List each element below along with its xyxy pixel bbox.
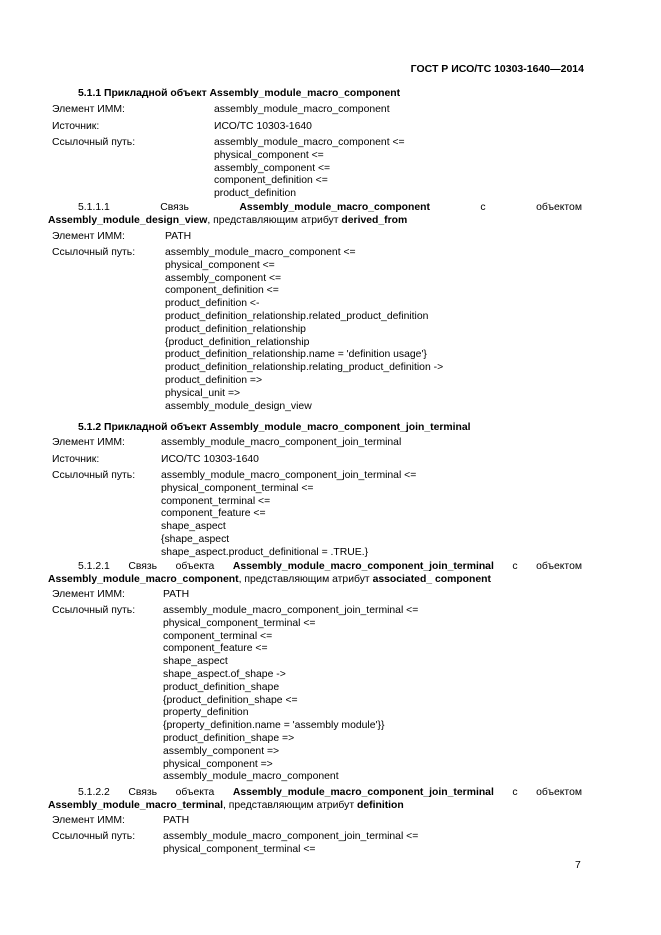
title-entity: Assembly_module_macro_component [239,202,430,213]
ref-line: component_terminal <= [161,495,271,507]
ref-line: assembly_module_macro_component_join_terminal <= [161,470,417,481]
title-target-entity: Assembly_module_macro_component [48,574,239,585]
subsection-5-1-2-1-title [48,561,582,587]
ref-line: product_definition_shape [163,681,280,693]
ref-line: physical_unit => [165,387,241,399]
ref-line: assembly_component => [163,745,280,757]
imm-value: PATH [163,589,190,600]
title-attribute: definition [357,800,404,811]
ref-line: product_definition [214,188,297,200]
imm-value: assembly_module_macro_component [214,104,390,115]
ref-line: product_definition <- [165,298,260,310]
ref-line: shape_aspect.product_definitional = .TRUE.} [161,546,369,558]
ref-path-label: Ссылочный путь: [52,247,136,258]
title-word: Связь [160,202,189,213]
imm-value: PATH [165,231,192,242]
ref-line: product_definition_relationship.name = 'definition usage'} [165,349,427,361]
page-header: ГОСТ Р ИСО/ТС 10303-1640—2014 [410,63,584,75]
ref-line: product_definition_relationship.relating_product_definition -> [165,362,444,374]
ref-line: assembly_module_macro_component_join_terminal <= [163,831,419,842]
title-word: Связь [128,787,158,798]
ref-path-lines [165,247,443,413]
ref-line: physical_component <= [165,259,275,271]
ref-path-label: Ссылочный путь: [52,137,136,148]
page-number: 7 [575,860,581,871]
ref-path-label: Ссылочный путь: [52,470,136,481]
imm-value: assembly_module_macro_component_join_terminal [161,437,402,448]
title-word: объектом [536,202,582,213]
subsection-number: 5.1.1.1 [78,202,110,213]
source-value: ИСО/ТС 10303-1640 [161,454,259,465]
imm-label: Элемент ИММ: [52,437,125,448]
ref-line: physical_component_terminal <= [163,617,316,629]
ref-path-lines [161,470,416,560]
source-label: Источник: [52,121,100,132]
ref-line: component_feature <= [163,643,268,655]
title-word: объектом [536,561,582,572]
subsection-5-1-1-1-title [48,202,582,228]
ref-line: assembly_module_macro_component <= [165,247,356,258]
subsection-number: 5.1.2.2 [78,787,110,798]
imm-label: Элемент ИММ: [52,815,125,826]
ref-line: product_definition => [165,374,263,386]
ref-path-lines [163,831,418,857]
ref-line: physical_component => [163,758,273,770]
ref-line: component_feature <= [161,508,266,520]
ref-line: product_definition_relationship [165,323,306,335]
ref-line: {product_definition_shape <= [163,694,298,706]
title-word: с [480,202,486,213]
ref-line: product_definition_relationship.related_product_definition [165,310,429,322]
title-entity: Assembly_module_macro_component_join_terminal [232,561,494,572]
title-text: , представляющим атрибут [207,215,342,226]
section-heading-5-1-1: 5.1.1 Прикладной объект Assembly_module_macro_component [78,88,401,99]
title-attribute: derived_from [341,215,408,226]
title-entity: Assembly_module_macro_component_join_terminal [232,787,494,798]
title-word: с [512,561,518,572]
ref-path-lines [163,605,418,784]
ref-line: assembly_component <= [165,272,282,284]
ref-line: assembly_module_macro_component <= [214,137,405,148]
ref-path-label: Ссылочный путь: [52,831,136,842]
title-word: объекта [175,561,215,572]
ref-line: shape_aspect.of_shape -> [163,668,286,680]
title-target-entity: Assembly_module_design_view [48,215,208,226]
ref-line: component_definition <= [214,175,328,187]
source-label: Источник: [52,454,100,465]
ref-line: physical_component <= [214,149,324,161]
ref-line: assembly_component <= [214,162,331,174]
ref-line: component_terminal <= [163,630,273,642]
title-target-entity: Assembly_module_macro_terminal [48,800,223,811]
imm-value: PATH [163,815,190,826]
ref-line: component_definition <= [165,285,279,297]
title-word: объекта [175,787,215,798]
ref-line: physical_component_terminal <= [163,843,316,855]
ref-line: physical_component_terminal <= [161,482,314,494]
ref-line: assembly_module_macro_component [163,771,339,783]
subsection-number: 5.1.2.1 [78,561,110,572]
title-word: объектом [536,787,582,798]
title-text: , представляющим атрибут [222,800,357,811]
ref-line: product_definition_shape => [163,732,295,744]
ref-line: shape_aspect [161,521,226,533]
source-value: ИСО/ТС 10303-1640 [214,121,312,132]
ref-line: {shape_aspect [161,533,230,545]
title-word: с [512,787,518,798]
ref-line: assembly_module_macro_component_join_terminal <= [163,605,419,616]
ref-line: assembly_module_design_view [165,400,312,412]
section-heading-5-1-2: 5.1.2 Прикладной объект Assembly_module_macro_component_join_terminal [78,422,471,433]
title-text: , представляющим атрибут [238,574,373,585]
imm-label: Элемент ИММ: [52,589,125,600]
subsection-5-1-2-2-title [48,787,582,813]
ref-path-label: Ссылочный путь: [52,605,136,616]
ref-line: property_definition [163,707,249,719]
ref-line: shape_aspect [163,656,228,668]
title-word: Связь [128,561,158,572]
ref-line: {product_definition_relationship [165,336,310,348]
imm-label: Элемент ИММ: [52,104,125,115]
ref-path-lines [214,137,405,201]
imm-label: Элемент ИММ: [52,231,125,242]
ref-line: {property_definition.name = 'assembly module'}} [163,720,385,732]
title-attribute: associated_ component [372,574,491,585]
